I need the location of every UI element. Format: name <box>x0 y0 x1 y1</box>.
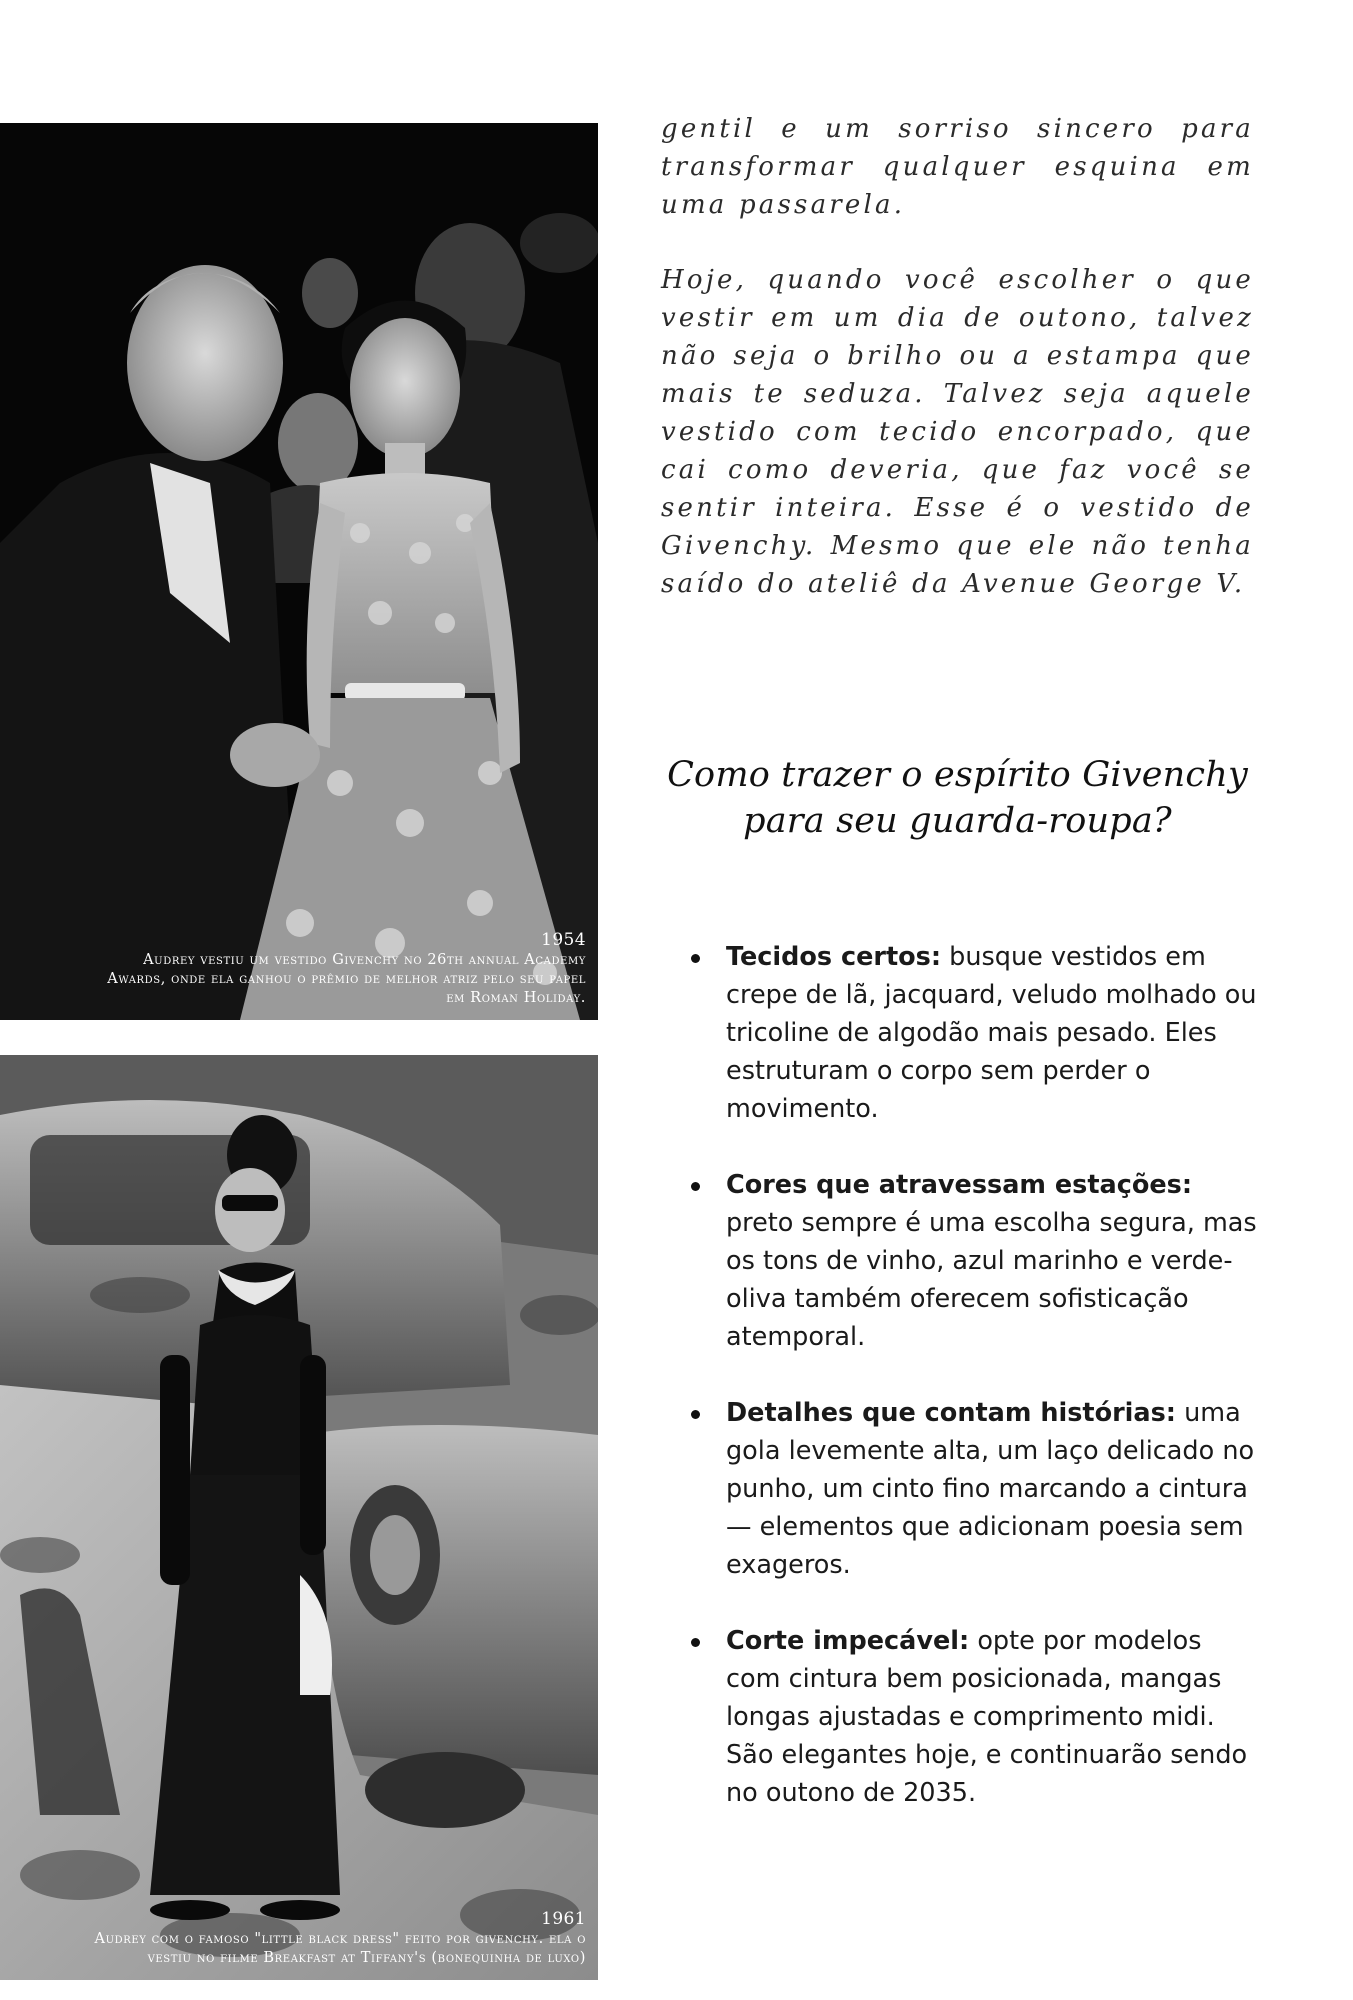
tip-item-cut <box>690 1622 1260 1812</box>
photo-1961-caption-text: Audrey com o famoso "little black dress" feito por givenchy. ela o vestiu no filme Breakfast at Tiffany's (bonequinha de luxo) <box>94 1931 586 1966</box>
photo-1954-illustration <box>0 123 598 1020</box>
tip-item-fabrics <box>690 938 1260 1128</box>
tips-list <box>690 938 1260 1850</box>
tip-text: preto sempre é uma escolha segura, mas os tons de vinho, azul marinho e verde-oliva também oferecem sofisticação atemporal. <box>726 1208 1257 1352</box>
story-text <box>661 110 1254 640</box>
tips-heading-line-2: para seu guarda-roupa? <box>743 801 1172 841</box>
tip-item-details <box>690 1394 1260 1584</box>
tip-title: Tecidos certos: <box>726 942 942 972</box>
tip-text: uma gola levemente alta, um laço delicado no punho, um cinto fino marcando a cintura — elementos que adicionam poesia sem exageros. <box>726 1398 1255 1580</box>
tip-title: Detalhes que contam histórias: <box>726 1398 1176 1428</box>
photo-1954-academy-awards <box>0 123 598 1020</box>
photo-1961-breakfast-at-tiffanys <box>0 1055 598 1980</box>
story-paragraph: gentil e um sorriso sincero para transformar qualquer esquina em uma passarela. <box>661 114 1254 220</box>
photo-1954-caption <box>86 930 586 1008</box>
tip-text: busque vestidos em crepe de lã, jacquard, veludo molhado ou tricoline de algodão mais pesado. Eles estruturam o corpo sem perder o movimento. <box>726 942 1257 1124</box>
photo-1961-year: 1961 <box>541 1909 586 1929</box>
tip-title: Cores que atravessam estações: <box>726 1170 1193 1200</box>
tips-heading-line-1: Como trazer o espírito Givenchy <box>667 755 1248 795</box>
tip-item-colors <box>690 1166 1260 1356</box>
photo-1954-year: 1954 <box>541 930 586 950</box>
photo-1961-illustration <box>0 1055 598 1980</box>
photo-1961-caption <box>86 1909 586 1968</box>
tip-text: opte por modelos com cintura bem posicionada, mangas longas ajustadas e comprimento midi. São elegantes hoje, e continuarão sendo no outono de 2035. <box>726 1626 1248 1808</box>
tips-heading <box>661 752 1254 844</box>
tip-title: Corte impecável: <box>726 1626 970 1656</box>
story-paragraph: Hoje, quando você escolher o que vestir em um dia de outono, talvez não seja o brilho ou a estampa que mais te seduza. Talvez seja aquele vestido com tecido encorpado, que cai como deveria, que faz você se sentir inteira. Esse é o vestido de Givenchy. Mesmo que ele não tenha saído do ateliê da Avenue George V. <box>661 265 1254 599</box>
photo-1954-caption-text: Audrey vestiu um vestido Givenchy no 26th annual Academy Awards, onde ela ganhou o prêmio de melhor atriz pelo seu papel em Roman Holiday. <box>107 952 586 1006</box>
